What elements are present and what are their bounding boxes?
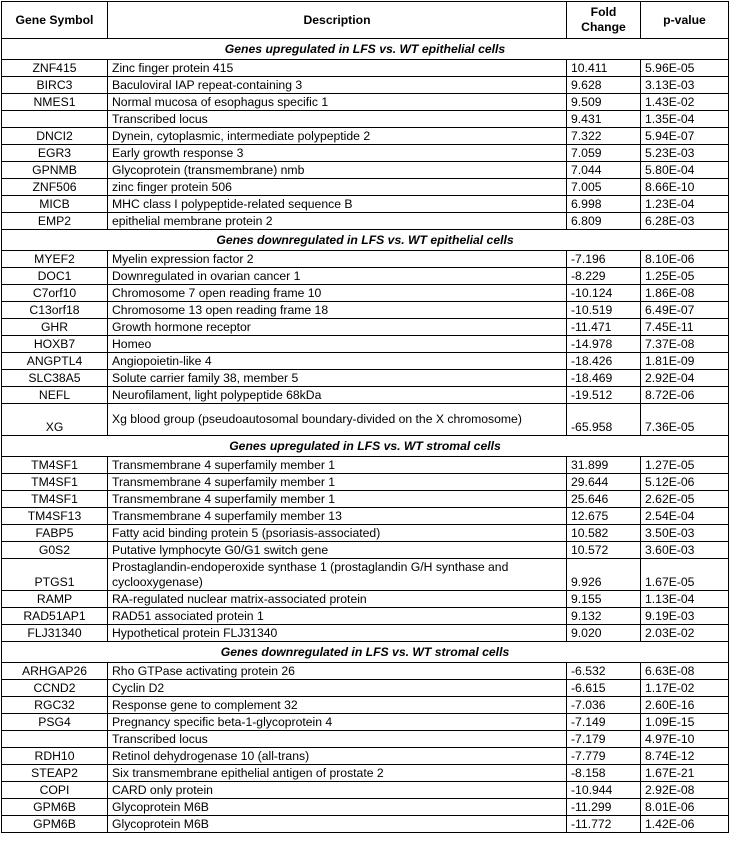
description-cell: Hypothetical protein FLJ31340: [108, 625, 567, 642]
fold-change-cell: 6.998: [567, 196, 641, 213]
description-cell: zinc finger protein 506: [108, 179, 567, 196]
p-value-cell: 6.49E-07: [641, 302, 729, 319]
gene-symbol-cell: HOXB7: [2, 336, 108, 353]
gene-symbol-cell: [2, 731, 108, 748]
gene-symbol-cell: GPM6B: [2, 816, 108, 833]
fold-change-cell: -8.229: [567, 268, 641, 285]
fold-change-cell: 9.926: [567, 559, 641, 591]
description-cell: Glycoprotein (transmembrane) nmb: [108, 162, 567, 179]
p-value-cell: 3.50E-03: [641, 525, 729, 542]
section-title: Genes upregulated in LFS vs. WT epithelial cells: [2, 39, 729, 60]
p-value-cell: 2.92E-08: [641, 782, 729, 799]
description-cell: Myelin expression factor 2: [108, 251, 567, 268]
p-value-cell: 6.63E-08: [641, 663, 729, 680]
section-header-row: [2, 642, 729, 663]
fold-change-cell: 31.899: [567, 457, 641, 474]
gene-symbol-cell: EGR3: [2, 145, 108, 162]
gene-symbol-cell: COPI: [2, 782, 108, 799]
gene-symbol-cell: RAD51AP1: [2, 608, 108, 625]
table-row: [2, 508, 729, 525]
gene-symbol-cell: C13orf18: [2, 302, 108, 319]
fold-change-cell: -19.512: [567, 387, 641, 404]
description-cell: Neurofilament, light polypeptide 68kDa: [108, 387, 567, 404]
p-value-cell: 5.96E-05: [641, 60, 729, 77]
fold-change-cell: 7.005: [567, 179, 641, 196]
fold-change-cell: -6.615: [567, 680, 641, 697]
fold-change-cell: 10.582: [567, 525, 641, 542]
description-cell: Zinc finger protein 415: [108, 60, 567, 77]
table-row: [2, 336, 729, 353]
p-value-cell: 4.97E-10: [641, 731, 729, 748]
description-cell: Glycoprotein M6B: [108, 799, 567, 816]
gene-symbol-cell: TM4SF13: [2, 508, 108, 525]
gene-symbol-cell: MICB: [2, 196, 108, 213]
section-title: Genes downregulated in LFS vs. WT epithelial cells: [2, 230, 729, 251]
gene-symbol-cell: ANGPTL4: [2, 353, 108, 370]
gene-symbol-cell: STEAP2: [2, 765, 108, 782]
gene-symbol-cell: TM4SF1: [2, 491, 108, 508]
table-row: [2, 591, 729, 608]
table-row: [2, 697, 729, 714]
description-cell: Chromosome 7 open reading frame 10: [108, 285, 567, 302]
table-body: [2, 39, 729, 833]
gene-symbol-cell: CCND2: [2, 680, 108, 697]
p-value-cell: 8.01E-06: [641, 799, 729, 816]
table-row: [2, 680, 729, 697]
description-cell: Response gene to complement 32: [108, 697, 567, 714]
description-cell: CARD only protein: [108, 782, 567, 799]
gene-symbol-cell: ZNF415: [2, 60, 108, 77]
fold-change-cell: 10.411: [567, 60, 641, 77]
fold-change-cell: -7.036: [567, 697, 641, 714]
gene-symbol-cell: ARHGAP26: [2, 663, 108, 680]
fold-change-cell: -8.158: [567, 765, 641, 782]
gene-symbol-cell: C7orf10: [2, 285, 108, 302]
p-value-cell: 2.60E-16: [641, 697, 729, 714]
table-row: [2, 196, 729, 213]
table-row: [2, 457, 729, 474]
table-row: [2, 145, 729, 162]
table-row: [2, 94, 729, 111]
description-cell: Rho GTPase activating protein 26: [108, 663, 567, 680]
description-cell: Pregnancy specific beta-1-glycoprotein 4: [108, 714, 567, 731]
fold-change-cell: -11.471: [567, 319, 641, 336]
gene-symbol-cell: GPM6B: [2, 799, 108, 816]
table-row: [2, 525, 729, 542]
description-cell: Chromosome 13 open reading frame 18: [108, 302, 567, 319]
p-value-cell: 7.37E-08: [641, 336, 729, 353]
table-row: [2, 799, 729, 816]
gene-symbol-cell: EMP2: [2, 213, 108, 230]
description-cell: Transmembrane 4 superfamily member 1: [108, 491, 567, 508]
p-value-cell: 5.94E-07: [641, 128, 729, 145]
table-row: [2, 370, 729, 387]
gene-expression-table: [1, 1, 729, 833]
table-row: [2, 542, 729, 559]
gene-symbol-cell: MYEF2: [2, 251, 108, 268]
table-row: [2, 608, 729, 625]
fold-change-cell: 9.509: [567, 94, 641, 111]
p-value-cell: 8.10E-06: [641, 251, 729, 268]
fold-change-cell: 9.431: [567, 111, 641, 128]
table-row: [2, 387, 729, 404]
table-row: [2, 474, 729, 491]
gene-symbol-cell: TM4SF1: [2, 457, 108, 474]
fold-change-cell: -11.299: [567, 799, 641, 816]
fold-change-cell: -6.532: [567, 663, 641, 680]
p-value-cell: 1.17E-02: [641, 680, 729, 697]
p-value-cell: 5.80E-04: [641, 162, 729, 179]
description-cell: Growth hormone receptor: [108, 319, 567, 336]
p-value-cell: 1.13E-04: [641, 591, 729, 608]
description-cell: RA-regulated nuclear matrix-associated protein: [108, 591, 567, 608]
description-cell: Early growth response 3: [108, 145, 567, 162]
p-value-cell: 1.43E-02: [641, 94, 729, 111]
p-value-cell: 8.72E-06: [641, 387, 729, 404]
p-value-cell: 1.25E-05: [641, 268, 729, 285]
table-row: [2, 251, 729, 268]
gene-symbol-cell: PSG4: [2, 714, 108, 731]
gene-symbol-cell: DOC1: [2, 268, 108, 285]
p-value-cell: 1.67E-21: [641, 765, 729, 782]
description-cell: Cyclin D2: [108, 680, 567, 697]
table-row: [2, 60, 729, 77]
description-cell: Dynein, cytoplasmic, intermediate polypeptide 2: [108, 128, 567, 145]
section-header-row: [2, 230, 729, 251]
fold-change-cell: 7.059: [567, 145, 641, 162]
header-description: Description: [108, 2, 567, 39]
fold-change-cell: 25.646: [567, 491, 641, 508]
description-cell: MHC class I polypeptide-related sequence B: [108, 196, 567, 213]
gene-symbol-cell: NMES1: [2, 94, 108, 111]
description-cell: Normal mucosa of esophagus specific 1: [108, 94, 567, 111]
description-cell: Baculoviral IAP repeat-containing 3: [108, 77, 567, 94]
gene-symbol-cell: FLJ31340: [2, 625, 108, 642]
table-row: [2, 128, 729, 145]
description-cell: Prostaglandin-endoperoxide synthase 1 (prostaglandin G/H synthase and cyclooxygenase): [108, 559, 567, 591]
description-cell: Retinol dehydrogenase 10 (all-trans): [108, 748, 567, 765]
section-header-row: [2, 39, 729, 60]
description-cell: Glycoprotein M6B: [108, 816, 567, 833]
description-cell: Transcribed locus: [108, 111, 567, 128]
gene-symbol-cell: RGC32: [2, 697, 108, 714]
table-row: [2, 491, 729, 508]
table-row: [2, 765, 729, 782]
table-row: [2, 319, 729, 336]
fold-change-cell: -65.958: [567, 404, 641, 436]
table-row: [2, 353, 729, 370]
description-cell: Transcribed locus: [108, 731, 567, 748]
gene-symbol-cell: G0S2: [2, 542, 108, 559]
p-value-cell: 3.60E-03: [641, 542, 729, 559]
description-cell: Transmembrane 4 superfamily member 1: [108, 474, 567, 491]
p-value-cell: 1.35E-04: [641, 111, 729, 128]
table-row: [2, 663, 729, 680]
gene-symbol-cell: TM4SF1: [2, 474, 108, 491]
p-value-cell: 1.42E-06: [641, 816, 729, 833]
fold-change-cell: 9.020: [567, 625, 641, 642]
header-fold-change: Fold Change: [567, 2, 641, 39]
table-row: [2, 213, 729, 230]
fold-change-cell: 9.155: [567, 591, 641, 608]
description-cell: Angiopoietin-like 4: [108, 353, 567, 370]
gene-symbol-cell: RDH10: [2, 748, 108, 765]
section-title: Genes downregulated in LFS vs. WT stromal cells: [2, 642, 729, 663]
fold-change-cell: 12.675: [567, 508, 641, 525]
gene-symbol-cell: GHR: [2, 319, 108, 336]
gene-symbol-cell: PTGS1: [2, 559, 108, 591]
description-cell: Putative lymphocyte G0/G1 switch gene: [108, 542, 567, 559]
description-cell: Homeo: [108, 336, 567, 353]
table-row: [2, 731, 729, 748]
table-row: [2, 559, 729, 591]
table-row: [2, 404, 729, 436]
p-value-cell: 5.23E-03: [641, 145, 729, 162]
description-cell: Six transmembrane epithelial antigen of prostate 2: [108, 765, 567, 782]
description-cell: Solute carrier family 38, member 5: [108, 370, 567, 387]
p-value-cell: 6.28E-03: [641, 213, 729, 230]
fold-change-cell: -7.149: [567, 714, 641, 731]
table-row: [2, 748, 729, 765]
fold-change-cell: 29.644: [567, 474, 641, 491]
fold-change-cell: -18.469: [567, 370, 641, 387]
p-value-cell: 2.03E-02: [641, 625, 729, 642]
gene-symbol-cell: FABP5: [2, 525, 108, 542]
table-row: [2, 782, 729, 799]
table-row: [2, 625, 729, 642]
fold-change-cell: -10.944: [567, 782, 641, 799]
p-value-cell: 1.81E-09: [641, 353, 729, 370]
fold-change-cell: 7.044: [567, 162, 641, 179]
gene-symbol-cell: DNCI2: [2, 128, 108, 145]
p-value-cell: 1.23E-04: [641, 196, 729, 213]
section-title: Genes upregulated in LFS vs. WT stromal cells: [2, 436, 729, 457]
p-value-cell: 9.19E-03: [641, 608, 729, 625]
p-value-cell: 2.54E-04: [641, 508, 729, 525]
section-header-row: [2, 436, 729, 457]
description-cell: Transmembrane 4 superfamily member 1: [108, 457, 567, 474]
fold-change-cell: 7.322: [567, 128, 641, 145]
table-row: [2, 285, 729, 302]
header-row: [2, 2, 729, 39]
fold-change-cell: -10.519: [567, 302, 641, 319]
fold-change-cell: -18.426: [567, 353, 641, 370]
fold-change-cell: 9.132: [567, 608, 641, 625]
p-value-cell: 7.45E-11: [641, 319, 729, 336]
gene-symbol-cell: XG: [2, 404, 108, 436]
table-row: [2, 179, 729, 196]
p-value-cell: 2.92E-04: [641, 370, 729, 387]
fold-change-cell: -7.779: [567, 748, 641, 765]
description-cell: Xg blood group (pseudoautosomal boundary-divided on the X chromosome): [108, 404, 567, 436]
fold-change-cell: -10.124: [567, 285, 641, 302]
gene-symbol-cell: BIRC3: [2, 77, 108, 94]
fold-change-cell: 10.572: [567, 542, 641, 559]
p-value-cell: 7.36E-05: [641, 404, 729, 436]
description-cell: Transmembrane 4 superfamily member 13: [108, 508, 567, 525]
description-cell: Fatty acid binding protein 5 (psoriasis-associated): [108, 525, 567, 542]
gene-symbol-cell: ZNF506: [2, 179, 108, 196]
gene-symbol-cell: RAMP: [2, 591, 108, 608]
fold-change-cell: -7.196: [567, 251, 641, 268]
p-value-cell: 8.74E-12: [641, 748, 729, 765]
fold-change-cell: 9.628: [567, 77, 641, 94]
fold-change-cell: -14.978: [567, 336, 641, 353]
table-row: [2, 111, 729, 128]
header-gene-symbol: Gene Symbol: [2, 2, 108, 39]
p-value-cell: 1.09E-15: [641, 714, 729, 731]
p-value-cell: 3.13E-03: [641, 77, 729, 94]
description-cell: epithelial membrane protein 2: [108, 213, 567, 230]
gene-symbol-cell: [2, 111, 108, 128]
description-cell: Downregulated in ovarian cancer 1: [108, 268, 567, 285]
p-value-cell: 1.27E-05: [641, 457, 729, 474]
table-row: [2, 77, 729, 94]
gene-symbol-cell: SLC38A5: [2, 370, 108, 387]
table-row: [2, 268, 729, 285]
description-cell: RAD51 associated protein 1: [108, 608, 567, 625]
table-row: [2, 714, 729, 731]
fold-change-cell: -7.179: [567, 731, 641, 748]
table-row: [2, 302, 729, 319]
fold-change-cell: 6.809: [567, 213, 641, 230]
p-value-cell: 2.62E-05: [641, 491, 729, 508]
p-value-cell: 8.66E-10: [641, 179, 729, 196]
table-row: [2, 816, 729, 833]
header-p-value: p-value: [641, 2, 729, 39]
gene-symbol-cell: GPNMB: [2, 162, 108, 179]
fold-change-cell: -11.772: [567, 816, 641, 833]
p-value-cell: 1.67E-05: [641, 559, 729, 591]
p-value-cell: 1.86E-08: [641, 285, 729, 302]
gene-symbol-cell: NEFL: [2, 387, 108, 404]
p-value-cell: 5.12E-06: [641, 474, 729, 491]
table-row: [2, 162, 729, 179]
